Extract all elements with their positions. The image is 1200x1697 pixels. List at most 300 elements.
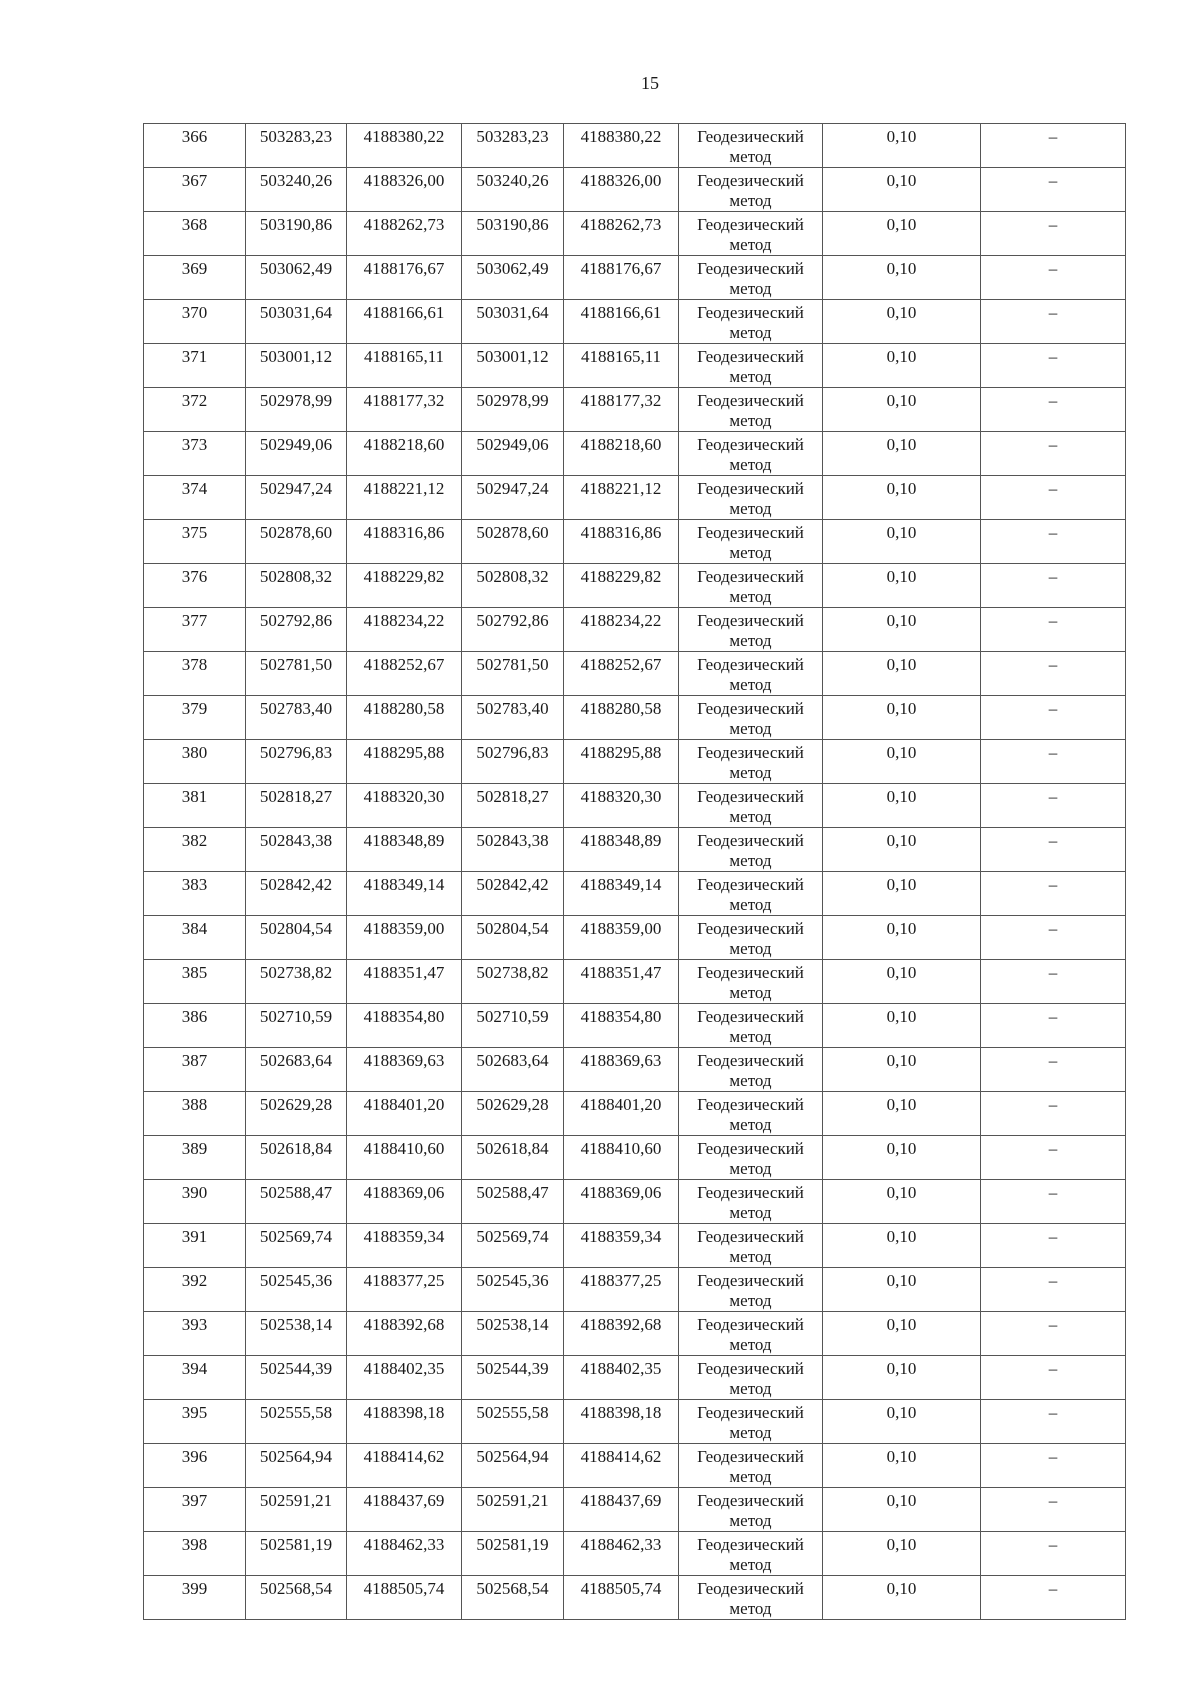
note-cell: – xyxy=(981,652,1126,696)
new-y-cell: 4188392,68 xyxy=(564,1312,679,1356)
point-number-cell: 391 xyxy=(144,1224,246,1268)
point-number-cell: 383 xyxy=(144,872,246,916)
point-number-cell: 394 xyxy=(144,1356,246,1400)
method-cell xyxy=(679,388,823,432)
new-y-cell: 4188320,30 xyxy=(564,784,679,828)
method-cell xyxy=(679,520,823,564)
note-cell: – xyxy=(981,828,1126,872)
new-y-cell: 4188176,67 xyxy=(564,256,679,300)
accuracy-cell: 0,10 xyxy=(823,1180,981,1224)
table-row xyxy=(144,916,1126,960)
accuracy-cell: 0,10 xyxy=(823,608,981,652)
method-line-1: Геодезический xyxy=(697,655,804,674)
coordinates-table xyxy=(143,123,1126,1620)
new-x-cell: 502947,24 xyxy=(462,476,564,520)
accuracy-cell: 0,10 xyxy=(823,960,981,1004)
table-row xyxy=(144,168,1126,212)
point-number-cell: 398 xyxy=(144,1532,246,1576)
note-cell: – xyxy=(981,1180,1126,1224)
table-body xyxy=(144,124,1126,1620)
accuracy-cell: 0,10 xyxy=(823,520,981,564)
method-line-2: метод xyxy=(729,279,772,298)
method-line-1: Геодезический xyxy=(697,1579,804,1598)
new-x-cell: 502843,38 xyxy=(462,828,564,872)
existing-y-cell: 4188410,60 xyxy=(347,1136,462,1180)
point-number-cell: 377 xyxy=(144,608,246,652)
point-number-cell: 385 xyxy=(144,960,246,1004)
method-line-2: метод xyxy=(729,587,772,606)
existing-y-cell: 4188349,14 xyxy=(347,872,462,916)
point-number-cell: 393 xyxy=(144,1312,246,1356)
note-cell: – xyxy=(981,300,1126,344)
existing-x-cell: 503062,49 xyxy=(246,256,347,300)
existing-y-cell: 4188234,22 xyxy=(347,608,462,652)
existing-x-cell: 502804,54 xyxy=(246,916,347,960)
point-number-cell: 368 xyxy=(144,212,246,256)
point-number-cell: 371 xyxy=(144,344,246,388)
note-cell: – xyxy=(981,1444,1126,1488)
point-number-cell: 396 xyxy=(144,1444,246,1488)
method-line-2: метод xyxy=(729,191,772,210)
method-line-2: метод xyxy=(729,235,772,254)
accuracy-cell: 0,10 xyxy=(823,1444,981,1488)
note-cell: – xyxy=(981,256,1126,300)
existing-x-cell: 502878,60 xyxy=(246,520,347,564)
method-cell xyxy=(679,1048,823,1092)
table-row xyxy=(144,1400,1126,1444)
new-y-cell: 4188380,22 xyxy=(564,124,679,168)
accuracy-cell: 0,10 xyxy=(823,652,981,696)
existing-y-cell: 4188218,60 xyxy=(347,432,462,476)
method-cell xyxy=(679,784,823,828)
new-x-cell: 502949,06 xyxy=(462,432,564,476)
note-cell: – xyxy=(981,1136,1126,1180)
new-x-cell: 502818,27 xyxy=(462,784,564,828)
method-line-2: метод xyxy=(729,675,772,694)
table-row xyxy=(144,1268,1126,1312)
method-line-2: метод xyxy=(729,147,772,166)
new-y-cell: 4188234,22 xyxy=(564,608,679,652)
method-line-1: Геодезический xyxy=(697,303,804,322)
method-line-2: метод xyxy=(729,1291,772,1310)
method-cell xyxy=(679,1532,823,1576)
accuracy-cell: 0,10 xyxy=(823,784,981,828)
new-y-cell: 4188401,20 xyxy=(564,1092,679,1136)
method-line-1: Геодезический xyxy=(697,1139,804,1158)
accuracy-cell: 0,10 xyxy=(823,916,981,960)
method-cell xyxy=(679,960,823,1004)
method-line-1: Геодезический xyxy=(697,479,804,498)
point-number-cell: 372 xyxy=(144,388,246,432)
method-line-1: Геодезический xyxy=(697,259,804,278)
existing-x-cell: 502843,38 xyxy=(246,828,347,872)
table-row xyxy=(144,1136,1126,1180)
method-line-2: метод xyxy=(729,983,772,1002)
method-cell xyxy=(679,432,823,476)
accuracy-cell: 0,10 xyxy=(823,1576,981,1620)
existing-x-cell: 502629,28 xyxy=(246,1092,347,1136)
method-cell xyxy=(679,828,823,872)
method-line-2: метод xyxy=(729,851,772,870)
method-cell xyxy=(679,1136,823,1180)
method-cell xyxy=(679,1488,823,1532)
method-cell xyxy=(679,872,823,916)
existing-x-cell: 503283,23 xyxy=(246,124,347,168)
accuracy-cell: 0,10 xyxy=(823,1092,981,1136)
new-x-cell: 502581,19 xyxy=(462,1532,564,1576)
new-y-cell: 4188316,86 xyxy=(564,520,679,564)
accuracy-cell: 0,10 xyxy=(823,1488,981,1532)
method-line-2: метод xyxy=(729,1071,772,1090)
accuracy-cell: 0,10 xyxy=(823,168,981,212)
method-line-2: метод xyxy=(729,631,772,650)
new-y-cell: 4188252,67 xyxy=(564,652,679,696)
point-number-cell: 375 xyxy=(144,520,246,564)
accuracy-cell: 0,10 xyxy=(823,212,981,256)
new-x-cell: 502629,28 xyxy=(462,1092,564,1136)
table-row xyxy=(144,1180,1126,1224)
method-line-1: Геодезический xyxy=(697,1491,804,1510)
existing-y-cell: 4188176,67 xyxy=(347,256,462,300)
existing-y-cell: 4188354,80 xyxy=(347,1004,462,1048)
method-line-2: метод xyxy=(729,719,772,738)
method-line-1: Геодезический xyxy=(697,1007,804,1026)
accuracy-cell: 0,10 xyxy=(823,1004,981,1048)
page-number: 15 xyxy=(641,73,659,93)
method-line-2: метод xyxy=(729,323,772,342)
table-row xyxy=(144,1048,1126,1092)
accuracy-cell: 0,10 xyxy=(823,1356,981,1400)
method-line-1: Геодезический xyxy=(697,523,804,542)
existing-y-cell: 4188177,32 xyxy=(347,388,462,432)
existing-y-cell: 4188351,47 xyxy=(347,960,462,1004)
point-number-cell: 397 xyxy=(144,1488,246,1532)
method-line-1: Геодезический xyxy=(697,567,804,586)
existing-y-cell: 4188359,34 xyxy=(347,1224,462,1268)
note-cell: – xyxy=(981,124,1126,168)
new-x-cell: 502683,64 xyxy=(462,1048,564,1092)
new-x-cell: 502978,99 xyxy=(462,388,564,432)
method-line-2: метод xyxy=(729,1467,772,1486)
table-row xyxy=(144,564,1126,608)
existing-y-cell: 4188398,18 xyxy=(347,1400,462,1444)
new-y-cell: 4188165,11 xyxy=(564,344,679,388)
existing-y-cell: 4188437,69 xyxy=(347,1488,462,1532)
new-y-cell: 4188229,82 xyxy=(564,564,679,608)
point-number-cell: 392 xyxy=(144,1268,246,1312)
method-line-2: метод xyxy=(729,1335,772,1354)
method-line-1: Геодезический xyxy=(697,1095,804,1114)
method-cell xyxy=(679,1224,823,1268)
table-row xyxy=(144,608,1126,652)
new-y-cell: 4188359,00 xyxy=(564,916,679,960)
new-y-cell: 4188369,63 xyxy=(564,1048,679,1092)
existing-y-cell: 4188166,61 xyxy=(347,300,462,344)
table-row xyxy=(144,696,1126,740)
method-line-1: Геодезический xyxy=(697,919,804,938)
point-number-cell: 388 xyxy=(144,1092,246,1136)
new-x-cell: 502710,59 xyxy=(462,1004,564,1048)
existing-y-cell: 4188229,82 xyxy=(347,564,462,608)
new-x-cell: 502783,40 xyxy=(462,696,564,740)
note-cell: – xyxy=(981,960,1126,1004)
method-line-2: метод xyxy=(729,1599,772,1618)
new-x-cell: 502591,21 xyxy=(462,1488,564,1532)
new-x-cell: 502878,60 xyxy=(462,520,564,564)
note-cell: – xyxy=(981,344,1126,388)
table-row xyxy=(144,652,1126,696)
new-x-cell: 502738,82 xyxy=(462,960,564,1004)
accuracy-cell: 0,10 xyxy=(823,1048,981,1092)
new-y-cell: 4188377,25 xyxy=(564,1268,679,1312)
method-line-2: метод xyxy=(729,499,772,518)
note-cell: – xyxy=(981,740,1126,784)
note-cell: – xyxy=(981,1092,1126,1136)
method-line-2: метод xyxy=(729,1423,772,1442)
method-line-1: Геодезический xyxy=(697,127,804,146)
existing-y-cell: 4188252,67 xyxy=(347,652,462,696)
table-row xyxy=(144,1004,1126,1048)
method-cell xyxy=(679,344,823,388)
note-cell: – xyxy=(981,608,1126,652)
table-row xyxy=(144,476,1126,520)
method-line-1: Геодезический xyxy=(697,1403,804,1422)
new-x-cell: 502544,39 xyxy=(462,1356,564,1400)
existing-x-cell: 502618,84 xyxy=(246,1136,347,1180)
note-cell: – xyxy=(981,784,1126,828)
method-line-2: метод xyxy=(729,411,772,430)
existing-y-cell: 4188505,74 xyxy=(347,1576,462,1620)
table-row xyxy=(144,1532,1126,1576)
method-line-1: Геодезический xyxy=(697,963,804,982)
method-line-1: Геодезический xyxy=(697,1271,804,1290)
point-number-cell: 378 xyxy=(144,652,246,696)
existing-y-cell: 4188320,30 xyxy=(347,784,462,828)
new-x-cell: 502618,84 xyxy=(462,1136,564,1180)
method-cell xyxy=(679,1444,823,1488)
accuracy-cell: 0,10 xyxy=(823,388,981,432)
point-number-cell: 376 xyxy=(144,564,246,608)
existing-x-cell: 502555,58 xyxy=(246,1400,347,1444)
method-line-2: метод xyxy=(729,807,772,826)
accuracy-cell: 0,10 xyxy=(823,1224,981,1268)
method-line-1: Геодезический xyxy=(697,171,804,190)
new-x-cell: 503283,23 xyxy=(462,124,564,168)
existing-y-cell: 4188392,68 xyxy=(347,1312,462,1356)
accuracy-cell: 0,10 xyxy=(823,300,981,344)
existing-x-cell: 502738,82 xyxy=(246,960,347,1004)
method-line-1: Геодезический xyxy=(697,699,804,718)
point-number-cell: 379 xyxy=(144,696,246,740)
new-x-cell: 502796,83 xyxy=(462,740,564,784)
new-y-cell: 4188348,89 xyxy=(564,828,679,872)
note-cell: – xyxy=(981,476,1126,520)
method-line-1: Геодезический xyxy=(697,435,804,454)
table-row xyxy=(144,344,1126,388)
table-row xyxy=(144,1312,1126,1356)
existing-y-cell: 4188348,89 xyxy=(347,828,462,872)
existing-y-cell: 4188414,62 xyxy=(347,1444,462,1488)
point-number-cell: 386 xyxy=(144,1004,246,1048)
accuracy-cell: 0,10 xyxy=(823,1136,981,1180)
new-y-cell: 4188398,18 xyxy=(564,1400,679,1444)
method-cell xyxy=(679,1180,823,1224)
method-line-2: метод xyxy=(729,939,772,958)
table-row xyxy=(144,300,1126,344)
accuracy-cell: 0,10 xyxy=(823,828,981,872)
method-cell xyxy=(679,124,823,168)
note-cell: – xyxy=(981,1576,1126,1620)
new-y-cell: 4188402,35 xyxy=(564,1356,679,1400)
method-cell xyxy=(679,608,823,652)
method-line-2: метод xyxy=(729,1203,772,1222)
table-row xyxy=(144,872,1126,916)
table-row xyxy=(144,256,1126,300)
method-line-2: метод xyxy=(729,895,772,914)
method-line-2: метод xyxy=(729,763,772,782)
point-number-cell: 370 xyxy=(144,300,246,344)
existing-x-cell: 502978,99 xyxy=(246,388,347,432)
method-cell xyxy=(679,1576,823,1620)
point-number-cell: 387 xyxy=(144,1048,246,1092)
new-y-cell: 4188262,73 xyxy=(564,212,679,256)
table-row xyxy=(144,388,1126,432)
existing-y-cell: 4188316,86 xyxy=(347,520,462,564)
method-line-2: метод xyxy=(729,1379,772,1398)
method-line-2: метод xyxy=(729,1159,772,1178)
existing-y-cell: 4188401,20 xyxy=(347,1092,462,1136)
point-number-cell: 382 xyxy=(144,828,246,872)
method-cell xyxy=(679,696,823,740)
existing-y-cell: 4188326,00 xyxy=(347,168,462,212)
table-row xyxy=(144,828,1126,872)
point-number-cell: 390 xyxy=(144,1180,246,1224)
new-y-cell: 4188414,62 xyxy=(564,1444,679,1488)
point-number-cell: 374 xyxy=(144,476,246,520)
new-y-cell: 4188280,58 xyxy=(564,696,679,740)
method-line-2: метод xyxy=(729,1511,772,1530)
existing-y-cell: 4188377,25 xyxy=(347,1268,462,1312)
method-line-1: Геодезический xyxy=(697,1535,804,1554)
point-number-cell: 369 xyxy=(144,256,246,300)
accuracy-cell: 0,10 xyxy=(823,1312,981,1356)
new-y-cell: 4188295,88 xyxy=(564,740,679,784)
new-x-cell: 502538,14 xyxy=(462,1312,564,1356)
existing-x-cell: 502949,06 xyxy=(246,432,347,476)
new-x-cell: 502588,47 xyxy=(462,1180,564,1224)
point-number-cell: 367 xyxy=(144,168,246,212)
method-line-1: Геодезический xyxy=(697,1315,804,1334)
method-line-1: Геодезический xyxy=(697,1227,804,1246)
existing-x-cell: 502568,54 xyxy=(246,1576,347,1620)
new-x-cell: 503062,49 xyxy=(462,256,564,300)
new-y-cell: 4188326,00 xyxy=(564,168,679,212)
existing-y-cell: 4188380,22 xyxy=(347,124,462,168)
new-x-cell: 502804,54 xyxy=(462,916,564,960)
existing-y-cell: 4188262,73 xyxy=(347,212,462,256)
table-row xyxy=(144,1356,1126,1400)
method-line-1: Геодезический xyxy=(697,1359,804,1378)
accuracy-cell: 0,10 xyxy=(823,256,981,300)
new-y-cell: 4188351,47 xyxy=(564,960,679,1004)
note-cell: – xyxy=(981,696,1126,740)
existing-x-cell: 502588,47 xyxy=(246,1180,347,1224)
method-line-2: метод xyxy=(729,1027,772,1046)
method-cell xyxy=(679,1268,823,1312)
new-y-cell: 4188166,61 xyxy=(564,300,679,344)
point-number-cell: 366 xyxy=(144,124,246,168)
method-cell xyxy=(679,1400,823,1444)
existing-y-cell: 4188165,11 xyxy=(347,344,462,388)
existing-x-cell: 502538,14 xyxy=(246,1312,347,1356)
method-line-1: Геодезический xyxy=(697,1051,804,1070)
method-cell xyxy=(679,1312,823,1356)
method-cell xyxy=(679,1092,823,1136)
accuracy-cell: 0,10 xyxy=(823,1532,981,1576)
note-cell: – xyxy=(981,1356,1126,1400)
new-x-cell: 502545,36 xyxy=(462,1268,564,1312)
existing-x-cell: 502564,94 xyxy=(246,1444,347,1488)
note-cell: – xyxy=(981,1004,1126,1048)
existing-x-cell: 502683,64 xyxy=(246,1048,347,1092)
new-x-cell: 503001,12 xyxy=(462,344,564,388)
existing-y-cell: 4188369,63 xyxy=(347,1048,462,1092)
method-line-1: Геодезический xyxy=(697,875,804,894)
existing-x-cell: 502581,19 xyxy=(246,1532,347,1576)
point-number-cell: 395 xyxy=(144,1400,246,1444)
existing-x-cell: 502569,74 xyxy=(246,1224,347,1268)
new-x-cell: 502842,42 xyxy=(462,872,564,916)
note-cell: – xyxy=(981,1400,1126,1444)
new-x-cell: 502564,94 xyxy=(462,1444,564,1488)
table-row xyxy=(144,124,1126,168)
existing-x-cell: 502947,24 xyxy=(246,476,347,520)
method-line-1: Геодезический xyxy=(697,1183,804,1202)
accuracy-cell: 0,10 xyxy=(823,432,981,476)
existing-x-cell: 502710,59 xyxy=(246,1004,347,1048)
table-row xyxy=(144,960,1126,1004)
point-number-cell: 373 xyxy=(144,432,246,476)
point-number-cell: 389 xyxy=(144,1136,246,1180)
method-cell xyxy=(679,256,823,300)
existing-x-cell: 503001,12 xyxy=(246,344,347,388)
existing-x-cell: 503031,64 xyxy=(246,300,347,344)
table-row xyxy=(144,520,1126,564)
note-cell: – xyxy=(981,168,1126,212)
accuracy-cell: 0,10 xyxy=(823,564,981,608)
existing-x-cell: 502544,39 xyxy=(246,1356,347,1400)
existing-y-cell: 4188359,00 xyxy=(347,916,462,960)
method-cell xyxy=(679,168,823,212)
method-line-2: метод xyxy=(729,367,772,386)
existing-y-cell: 4188402,35 xyxy=(347,1356,462,1400)
note-cell: – xyxy=(981,1488,1126,1532)
method-cell xyxy=(679,740,823,784)
accuracy-cell: 0,10 xyxy=(823,476,981,520)
method-line-1: Геодезический xyxy=(697,743,804,762)
method-line-2: метод xyxy=(729,455,772,474)
method-line-1: Геодезический xyxy=(697,215,804,234)
method-line-1: Геодезический xyxy=(697,347,804,366)
new-y-cell: 4188410,60 xyxy=(564,1136,679,1180)
accuracy-cell: 0,10 xyxy=(823,344,981,388)
method-cell xyxy=(679,1004,823,1048)
new-x-cell: 502781,50 xyxy=(462,652,564,696)
method-cell xyxy=(679,916,823,960)
method-line-1: Геодезический xyxy=(697,831,804,850)
note-cell: – xyxy=(981,564,1126,608)
existing-x-cell: 503190,86 xyxy=(246,212,347,256)
